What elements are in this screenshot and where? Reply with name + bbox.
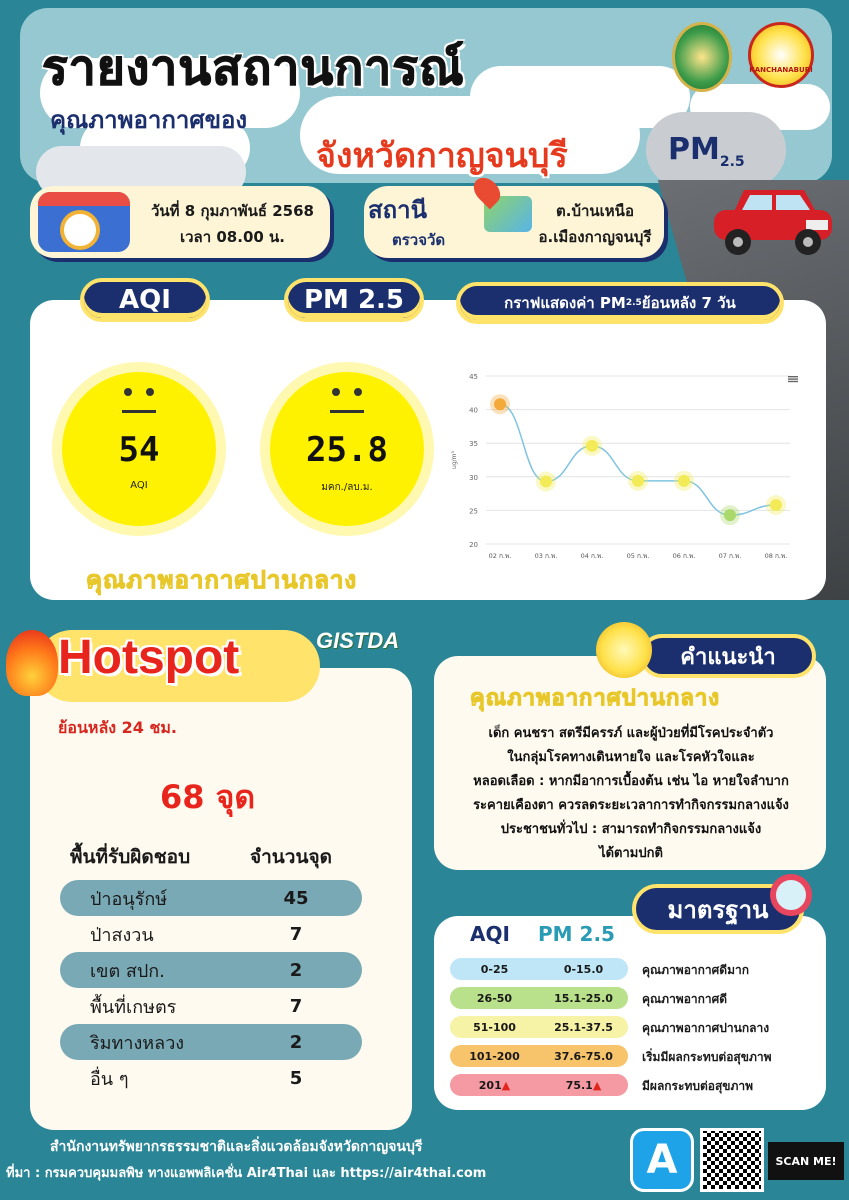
up-arrow-icon: ▲ <box>501 1078 511 1092</box>
standard-pm: 25.1-37.5 <box>554 1020 613 1034</box>
data-point <box>586 440 598 452</box>
pm-tag <box>668 132 745 170</box>
advice-line: ระคายเคืองตา ควรลดระยะเวลาการทำกิจกรรมกลางแจ้ง <box>473 798 789 813</box>
standard-row <box>450 958 628 980</box>
air4thai-app-icon[interactable]: A <box>630 1128 694 1192</box>
data-point <box>724 509 736 521</box>
row-count: 45 <box>283 887 309 909</box>
y-tick-label: 35 <box>469 440 478 449</box>
advice-level: คุณภาพอากาศปานกลาง <box>470 686 720 711</box>
advice-line: หลอดเลือด : หากมีอาการเบื้องต้น เช่น ไอ หายใจลำบาก <box>473 774 789 789</box>
hamburger-icon <box>788 378 798 379</box>
hotspot-col-count: จำนวนจุด <box>250 846 332 868</box>
x-tick-label: 04 ก.พ. <box>580 552 604 560</box>
aqi-value: 54 <box>118 430 160 470</box>
pm25-value: 25.8 <box>306 430 388 470</box>
table-row <box>60 880 362 916</box>
standard-description: มีผลกระทบต่อสุขภาพ <box>642 1079 754 1093</box>
y-tick-label: 45 <box>469 373 478 381</box>
aqi-face-badge <box>62 372 216 526</box>
row-area: ป่าอนุรักษ์ <box>90 888 168 910</box>
hotspot-period: ย้อนหลัง 24 ชม. <box>58 718 177 737</box>
advice-text <box>446 722 816 866</box>
calendar-clock-icon <box>38 192 130 252</box>
standard-pm: 15.1-25.0 <box>554 991 613 1005</box>
y-tick-label: 25 <box>469 507 478 516</box>
y-tick-label: 40 <box>469 406 478 415</box>
standard-row <box>450 987 628 1009</box>
footer-source: ที่มา : กรมควบคุมมลพิษ ทางแอพพลิเคชั่น Air4Thai และ https://air4thai.com <box>6 1166 487 1181</box>
advice-line: ประชาชนทั่วไป : สามารถทำกิจกรรมกลางแจ้ง <box>500 822 762 837</box>
table-row <box>60 952 362 988</box>
up-arrow-icon: ▲ <box>592 1078 602 1092</box>
pm25-line-chart <box>446 364 804 568</box>
x-tick-label: 06 ก.พ. <box>672 552 696 560</box>
kanchanaburi-logo <box>748 22 814 88</box>
row-area: เขต สปก. <box>90 960 165 982</box>
standard-pm: 37.6-75.0 <box>554 1049 613 1063</box>
pm25-face-badge <box>270 372 424 526</box>
cloud-decoration <box>470 66 690 128</box>
standard-pm: 0-15.0 <box>563 962 604 976</box>
table-row <box>60 1024 362 1060</box>
standard-row <box>450 1045 628 1067</box>
air-quality-level: คุณภาพอากาศปานกลาง <box>86 566 358 594</box>
row-count: 7 <box>289 923 303 945</box>
aqi-tab: AQI <box>80 278 210 322</box>
row-area: อื่น ๆ <box>90 1068 129 1090</box>
standard-description: เริ่มมีผลกระทบต่อสุขภาพ <box>642 1050 772 1064</box>
standards-col-aqi: AQI <box>470 922 510 946</box>
aqi-unit: AQI <box>130 480 148 491</box>
chart-tab-sub: 2.5 <box>625 298 642 308</box>
station-subtitle: ตรวจวัด <box>392 231 446 249</box>
location-subdistrict: ต.บ้านเหนือ <box>556 202 634 220</box>
data-point <box>540 476 552 488</box>
pm25-tab: PM 2.5 <box>284 278 424 322</box>
footer-agency: สำนักงานทรัพยากรธรรมชาติและสิ่งแวดล้อมจังหวัดกาญจนบุรี <box>50 1139 423 1155</box>
car-icon <box>708 186 836 258</box>
standard-aqi <box>450 1079 539 1092</box>
standard-aqi: 26-50 <box>476 991 513 1005</box>
standards-col-pm: PM 2.5 <box>538 922 615 946</box>
fire-icon <box>6 630 58 696</box>
magnifier-icon <box>770 874 812 916</box>
pm-tag-label: PM <box>668 132 720 167</box>
standard-description: คุณภาพอากาศดี <box>642 992 728 1006</box>
hotspot-col-area: พื้นที่รับผิดชอบ <box>70 846 191 868</box>
x-tick-label: 07 ก.พ. <box>718 552 742 560</box>
report-time: เวลา 08.00 น. <box>179 228 285 246</box>
y-axis-label: ug/m³ <box>451 451 458 469</box>
neutral-face-icon <box>322 388 372 418</box>
x-tick-label: 02 ก.พ. <box>488 552 512 560</box>
standard-pm-value: 75.1 <box>565 1078 593 1092</box>
data-point <box>770 499 782 511</box>
advice-line: ได้ตามปกติ <box>599 846 663 861</box>
y-tick-label: 20 <box>469 541 478 549</box>
advice-line: เด็ก คนชรา สตรีมีครรภ์ และผู้ป่วยที่มีโรคประจำตัว <box>488 726 774 741</box>
chart-tab-label-tail: ย้อนหลัง 7 วัน <box>641 294 736 312</box>
table-row <box>60 916 362 952</box>
standards-tab: มาตรฐาน <box>632 884 804 934</box>
qr-code[interactable] <box>700 1128 764 1192</box>
report-date: วันที่ 8 กุมภาพันธ์ 2568 <box>151 202 314 220</box>
x-tick-label: 05 ก.พ. <box>626 552 650 560</box>
neutral-face-icon <box>114 388 164 418</box>
date-time <box>140 198 325 250</box>
station-title: สถานี <box>368 196 428 224</box>
standard-description: คุณภาพอากาศปานกลาง <box>642 1021 770 1035</box>
x-tick-label: 03 ก.พ. <box>534 552 558 560</box>
advice-line: ในกลุ่มโรคทางเดินหายใจ และโรคหัวใจและ <box>507 750 755 765</box>
standard-aqi: 101-200 <box>469 1049 520 1063</box>
chart-tab <box>456 282 784 324</box>
standard-pm <box>539 1079 628 1092</box>
gistda-logo: GISTDA <box>316 628 400 653</box>
chart-tab-label: กราฟแสดงค่า PM <box>504 294 626 312</box>
province-name: จังหวัดกาญจนบุรี <box>316 136 568 176</box>
row-count: 5 <box>289 1067 303 1089</box>
station-location <box>530 198 660 250</box>
table-row <box>60 1060 362 1096</box>
pm-tag-sub: 2.5 <box>719 154 745 170</box>
series-line <box>500 404 776 515</box>
row-area: พื้นที่เกษตร <box>90 996 177 1018</box>
row-area: ป่าสงวน <box>90 924 154 946</box>
standard-row <box>450 1074 628 1096</box>
page-title: รายงานสถานการณ์ <box>42 40 465 96</box>
x-tick-label: 08 ก.พ. <box>764 552 788 560</box>
logo-text: KANCHANABURI <box>749 66 813 74</box>
table-row <box>60 988 362 1024</box>
row-count: 7 <box>289 995 303 1017</box>
hotspot-total: 68 จุด <box>160 778 256 816</box>
hamburger-icon <box>788 381 798 382</box>
standard-description: คุณภาพอากาศดีมาก <box>642 963 749 977</box>
row-area: ริมทางหลวง <box>90 1032 185 1054</box>
row-count: 2 <box>289 959 303 981</box>
data-point <box>632 475 644 487</box>
row-count: 2 <box>289 1031 303 1053</box>
advice-tab: คำแนะนำ <box>640 634 816 678</box>
hamburger-icon <box>788 376 798 377</box>
location-district: อ.เมืองกาญจนบุรี <box>538 228 652 246</box>
lightbulb-icon <box>596 622 652 678</box>
data-point <box>494 398 506 410</box>
data-point <box>678 475 690 487</box>
province-seal-logo <box>672 22 732 92</box>
scan-me-label: SCAN ME! <box>768 1142 844 1180</box>
pm25-unit: มคก./ลบ.ม. <box>321 482 373 493</box>
standard-row <box>450 1016 628 1038</box>
standard-aqi-value: 201 <box>478 1078 502 1092</box>
y-tick-label: 30 <box>469 473 478 482</box>
page-subtitle: คุณภาพอากาศของ <box>50 106 248 134</box>
hotspot-title: Hotspot <box>58 631 240 684</box>
pm25-chart <box>446 364 804 568</box>
standard-aqi: 0-25 <box>480 962 509 976</box>
standard-aqi: 51-100 <box>473 1020 516 1034</box>
